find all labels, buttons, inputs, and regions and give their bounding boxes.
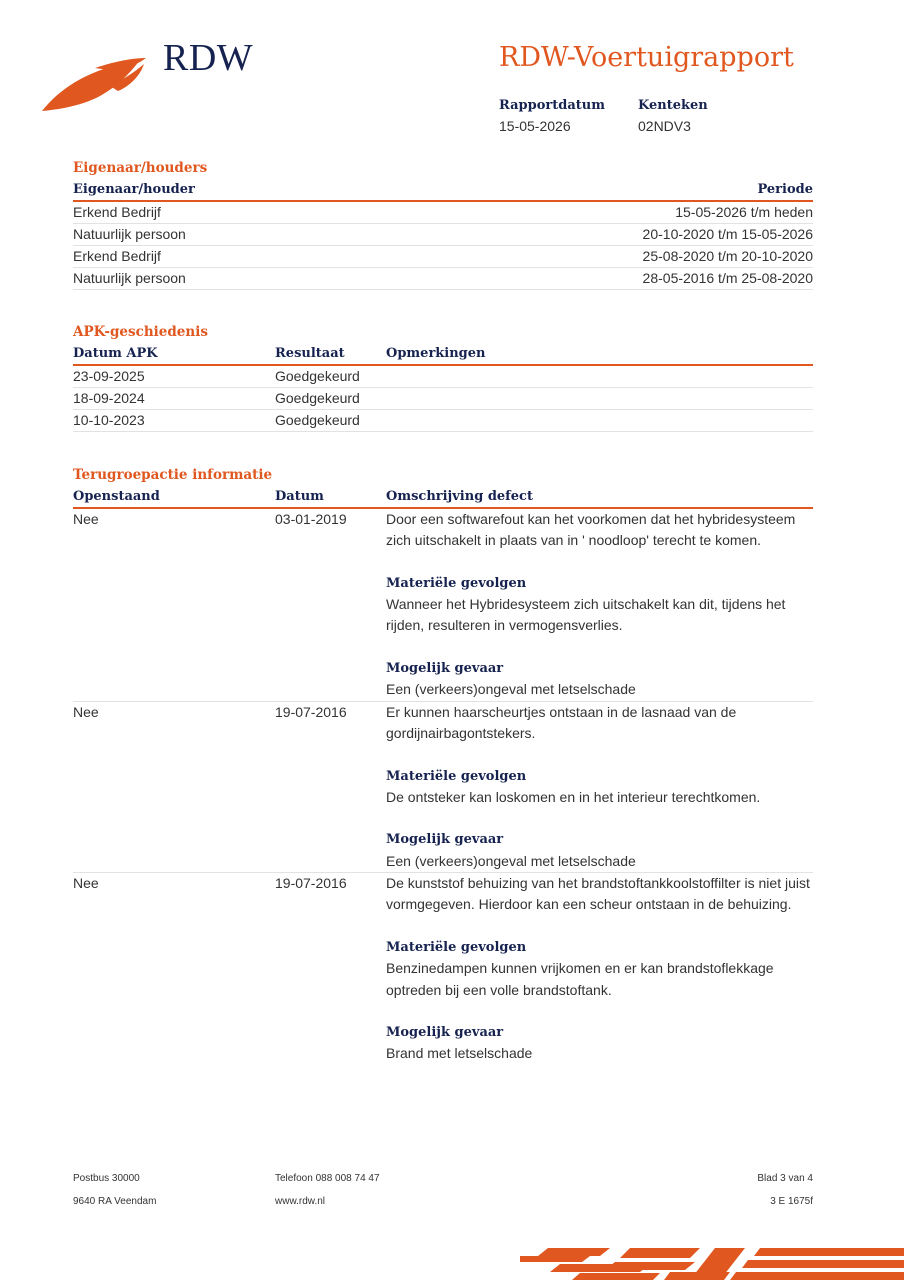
spacer: [386, 744, 813, 765]
table-row: [73, 246, 813, 268]
recall-date-cell: 03-01-2019: [275, 511, 347, 527]
recall-open-cell: Nee: [73, 703, 99, 720]
danger-label: Mogelijk gevaar: [386, 832, 504, 848]
consequences-label: Materiële gevolgen: [386, 768, 527, 784]
footer-web[interactable]: www.rdw.nl: [275, 1196, 326, 1207]
apk-result-cell: Goedgekeurd: [275, 390, 360, 406]
footer-postbus: Postbus 30000: [73, 1173, 140, 1184]
footer-phone: Telefoon 088 008 74 47: [275, 1173, 380, 1184]
apk-date-cell: 10-10-2023: [73, 412, 145, 428]
recall-open-cell: Nee: [73, 511, 99, 527]
owner-cell: Erkend Bedrijf: [73, 204, 161, 220]
owners-title: Eigenaar/houders: [73, 160, 208, 176]
spacer: [386, 552, 813, 573]
table-row: [73, 224, 813, 246]
logo-text: RDW: [163, 37, 254, 79]
defect-text: De kunststof behuizing van het brandstoftankkoolstoffilter is niet juist vormgegeven. Hierdoor kan een scheur ontstaan in de behuizing.: [386, 875, 810, 913]
table-row: [73, 873, 813, 1065]
recall-description: [386, 702, 813, 872]
owners-table-header: [73, 179, 813, 202]
plate-label: Kenteken: [638, 98, 708, 113]
spacer: [386, 637, 813, 658]
col-period-header: Periode: [757, 182, 813, 197]
period-cell: 20-10-2020 t/m 15-05-2026: [642, 226, 813, 242]
table-row: [73, 702, 813, 873]
col-recall-date-header: Datum: [275, 489, 324, 504]
col-open-header: Openstaand: [73, 489, 160, 504]
table-row: [73, 410, 813, 432]
danger-text: Brand met letselschade: [386, 1045, 533, 1062]
decorative-stripes-graphic: [520, 1242, 904, 1280]
apk-result-cell: Goedgekeurd: [275, 368, 360, 384]
spacer: [386, 808, 813, 829]
danger-label: Mogelijk gevaar: [386, 661, 504, 677]
spacer: [386, 916, 813, 937]
table-row: [73, 509, 813, 702]
col-desc-header: Omschrijving defect: [386, 489, 533, 504]
report-title: RDW-Voertuigrapport: [499, 42, 794, 73]
table-row: [73, 202, 813, 224]
danger-text: Een (verkeers)ongeval met letselschade: [386, 852, 636, 869]
owner-cell: Natuurlijk persoon: [73, 270, 186, 286]
report-date-value: 15-05-2026: [499, 118, 571, 134]
danger-text: Een (verkeers)ongeval met letselschade: [386, 681, 636, 698]
period-cell: 25-08-2020 t/m 20-10-2020: [642, 248, 813, 264]
apk-date-cell: 23-09-2025: [73, 368, 145, 384]
recall-description: [386, 873, 813, 1065]
table-row: [73, 366, 813, 388]
col-apk-date-header: Datum APK: [73, 346, 158, 361]
consequences-label: Materiële gevolgen: [386, 575, 527, 591]
period-cell: 15-05-2026 t/m heden: [675, 204, 813, 220]
owner-cell: Natuurlijk persoon: [73, 226, 186, 242]
recall-description: [386, 509, 813, 701]
recall-date-cell: 19-07-2016: [275, 875, 347, 892]
recall-table-header: [73, 486, 813, 509]
apk-rows: [73, 366, 813, 432]
apk-title: APK-geschiedenis: [73, 324, 208, 340]
defect-text: Er kunnen haarscheurtjes ontstaan in de lasnaad van de gordijnairbagontstekers.: [386, 703, 737, 741]
defect-text: Door een softwarefout kan het voorkomen dat het hybridesysteem zich uitschakelt in plaats van in ' noodloop' terecht te komen.: [386, 511, 796, 549]
recall-section: [73, 465, 813, 1065]
consequences-text: Benzinedampen kunnen vrijkomen en er kan brandstoflekkage optreden bij een volle brandstoftank.: [386, 960, 774, 998]
table-row: [73, 388, 813, 410]
col-owner-header: Eigenaar/houder: [73, 182, 195, 197]
plate-value: 02NDV3: [638, 118, 691, 134]
col-remarks-header: Opmerkingen: [386, 346, 486, 361]
consequences-text: Wanneer het Hybridesysteem zich uitschakelt kan dit, tijdens het rijden, resulteren in vermogensverlies.: [386, 596, 786, 634]
period-cell: 28-05-2016 t/m 25-08-2020: [642, 270, 813, 286]
consequences-label: Materiële gevolgen: [386, 939, 527, 955]
owners-section: [73, 158, 813, 290]
apk-table-header: [73, 343, 813, 366]
recall-date-cell: 19-07-2016: [275, 703, 347, 720]
report-date-label: Rapportdatum: [499, 98, 605, 113]
footer-page: Blad 3 van 4: [757, 1173, 813, 1184]
apk-date-cell: 18-09-2024: [73, 390, 145, 406]
apk-result-cell: Goedgekeurd: [275, 412, 360, 428]
owners-rows: [73, 202, 813, 290]
spacer: [386, 1001, 813, 1022]
apk-section: [73, 322, 813, 432]
recall-open-cell: Nee: [73, 875, 99, 892]
footer-code: 3 E 1675f: [770, 1196, 813, 1207]
recall-title: Terugroepactie informatie: [73, 467, 273, 483]
danger-label: Mogelijk gevaar: [386, 1025, 504, 1041]
owner-cell: Erkend Bedrijf: [73, 248, 161, 264]
footer-city: 9640 RA Veendam: [73, 1196, 157, 1207]
consequences-text: De ontsteker kan loskomen en in het interieur terechtkomen.: [386, 788, 761, 805]
recall-rows: [73, 509, 813, 1065]
col-result-header: Resultaat: [275, 346, 345, 361]
table-row: [73, 268, 813, 290]
